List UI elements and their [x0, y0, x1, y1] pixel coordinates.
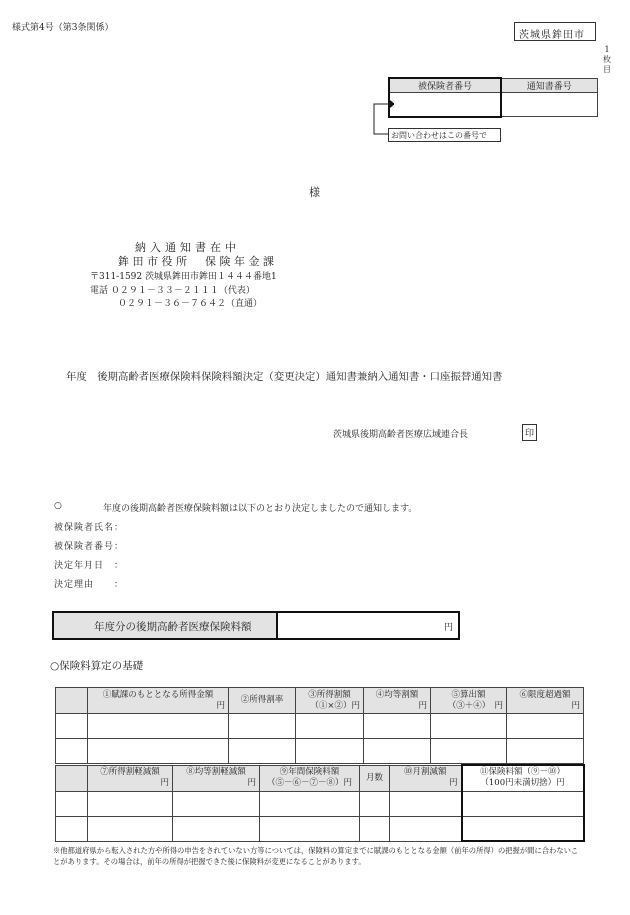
sheet-label: [602, 45, 612, 75]
notice-bullet: ○: [54, 501, 62, 511]
insured-number-value: [389, 93, 501, 117]
sender-phone-direct: ０２９１－３６－７６４２（直通）: [118, 299, 263, 309]
premium-unit: 円: [443, 623, 453, 633]
premium-label: 年度分の後期高齢者医療保険料額: [94, 621, 252, 633]
sheet-label-me: 目: [603, 65, 611, 74]
table1-header-income-rate: ②所得割率: [229, 688, 296, 714]
table1-header-equal-levy: ④均等割額 円: [364, 688, 431, 714]
table2-header-monthly-reduction: ⑩月割減額 円: [390, 765, 462, 791]
premium-label-cell: [54, 613, 278, 638]
honorific: 様: [309, 186, 320, 199]
table1-row: [56, 739, 584, 764]
premium-box: [52, 611, 460, 640]
city-stamp-text: 茨城県鉾田市: [519, 30, 585, 41]
sender-forwarding: 納入通知書在中: [135, 241, 240, 254]
table2-row: [56, 816, 584, 841]
notice-text: 年度の後期高齢者医療保険料額は以下のとおり決定しましたので通知します。: [103, 504, 418, 514]
notice-number-value: [501, 93, 597, 117]
field-decision-reason-label: 決定理由 ：: [54, 580, 125, 590]
table2-header-equal-reduction: ⑧均等割軽減額 円: [173, 765, 260, 791]
issuer-name: 茨城県後期高齢者医療広域連合長: [333, 430, 469, 440]
table2-corner: [56, 765, 88, 791]
sheet-label-mai: 枚: [603, 55, 611, 64]
table2-header-premium: ⑪保険料額（⑨－⑩） （100円未満切捨）円: [462, 765, 584, 791]
table1-row: [56, 714, 584, 739]
table2-header-income-reduction: ⑦所得割軽減額 円: [88, 765, 173, 791]
sender-office: 鉾田市役所 保険年金課: [118, 255, 278, 268]
insured-number-header: 被保険者番号: [389, 78, 501, 93]
basis-table-2: [55, 764, 585, 842]
table2-header-months: 月数: [360, 765, 390, 791]
notice-number-header: 通知書番号: [501, 78, 597, 93]
field-insured-number-label: 被保険者番号：: [54, 542, 125, 552]
table1-header-calculated: ⑤算出額 （③＋④） 円: [431, 688, 507, 714]
basis-table-1: [55, 687, 584, 764]
document-title: 年度 後期高齢者医療保険料保険料額決定（変更決定）通知書兼納入通知書・口座振替通知書: [66, 371, 503, 383]
table1-header-income: ①賦課のもととなる所得金額 円: [88, 688, 229, 714]
sender-phone-main: 電話 ０２９１－３３－２１１１（代表）: [90, 286, 255, 296]
inquiry-note: お問い合わせはこの番号で: [391, 131, 487, 140]
arrow-head-icon: [390, 100, 394, 108]
sender-address: 〒311-1592 茨城県鉾田市鉾田１４４４番地1: [90, 272, 277, 282]
sheet-label-num: 1: [604, 45, 610, 54]
table2-header-annual-premium: ⑨年間保険料額 （⑤－⑥－⑦－⑧）円: [260, 765, 360, 791]
basis-heading: ○保険料算定の基礎: [50, 660, 144, 672]
footnote: ※他都道府県から転入された方や所得の申告をされていない方等については，保険料の算定までに賦課のもととなる金額（前年の所得）の把握が間に合わないことがあります。その場合は，前年の所得が把握できた後に保険料が変更になることがあります。: [53, 846, 579, 866]
table1-header-income-levy: ③所得割額 （①×②）円: [296, 688, 364, 714]
field-decision-date-label: 決定年月日 ：: [54, 561, 125, 571]
issuer-seal: 印: [522, 424, 537, 441]
table1-header-limit-excess: ⑥限度超過額 円: [507, 688, 584, 714]
form-number: 様式第4号（第3条関係）: [12, 23, 114, 33]
table2-row: [56, 791, 584, 816]
field-insured-name-label: 被保険者氏名：: [54, 523, 125, 533]
id-table: [388, 77, 598, 118]
table1-corner: [56, 688, 88, 714]
